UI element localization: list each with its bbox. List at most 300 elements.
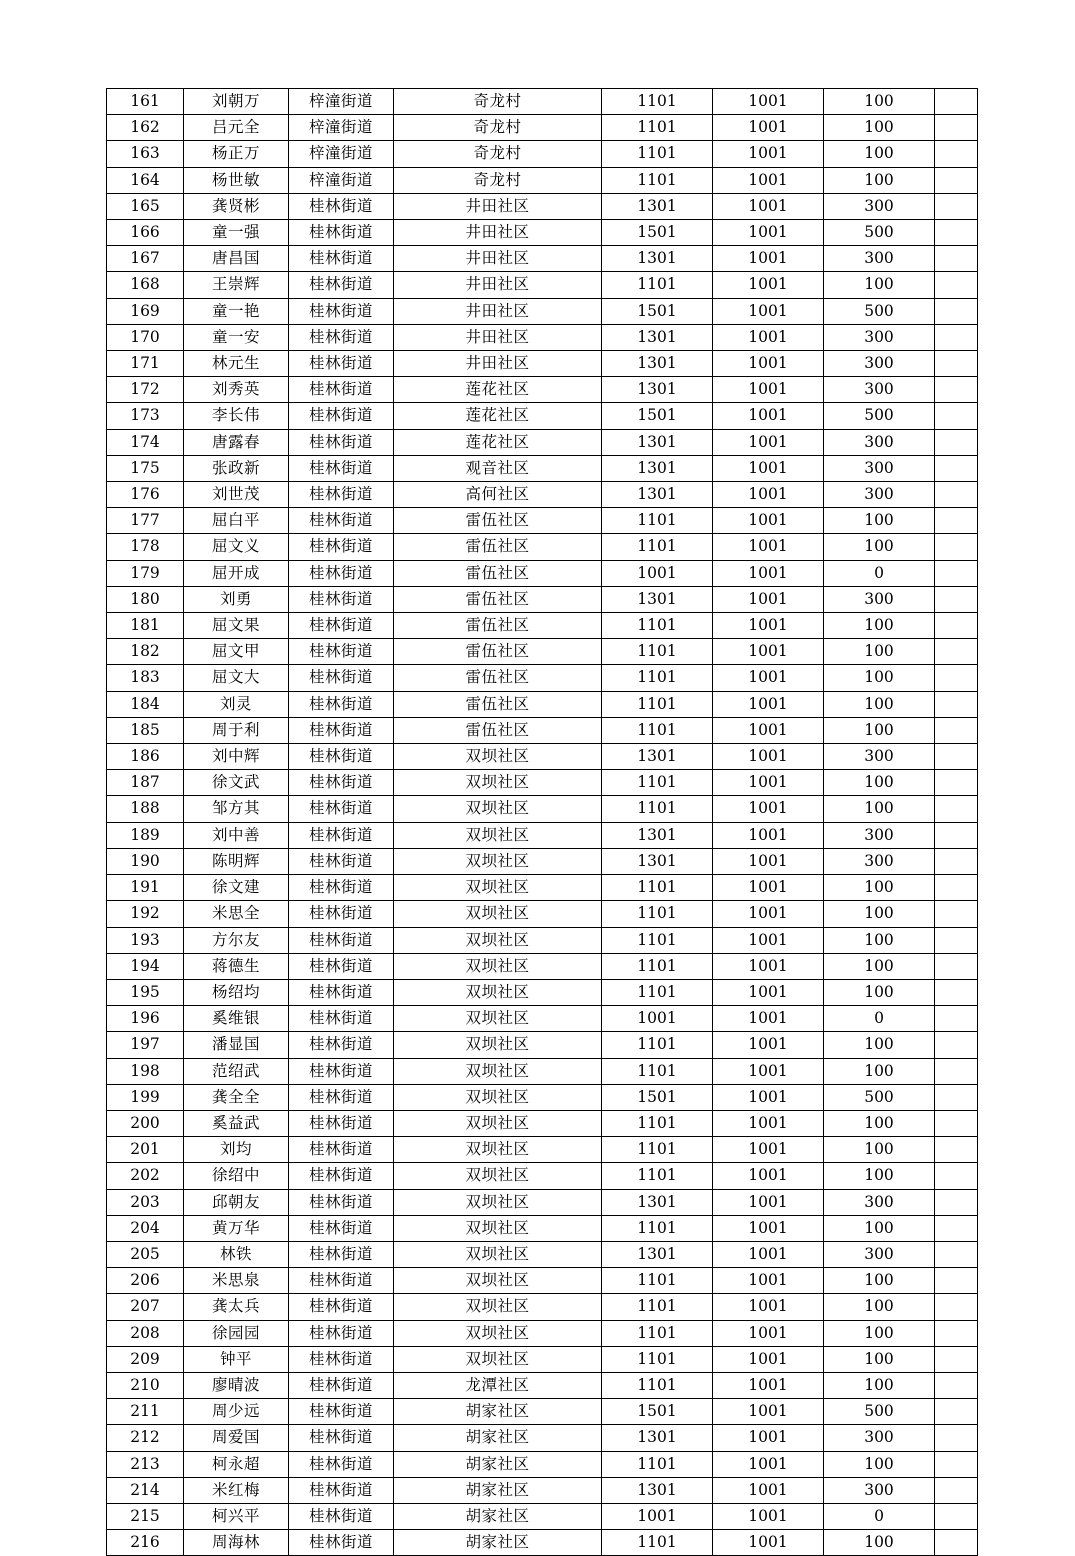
table-row	[107, 1477, 978, 1503]
cell-index: 184	[107, 691, 184, 717]
cell-village: 高何社区	[394, 482, 602, 508]
cell-name: 刘秀英	[184, 377, 289, 403]
cell-village: 井田社区	[394, 246, 602, 272]
cell-value-3: 100	[824, 665, 935, 691]
cell-town: 桂林街道	[289, 1346, 394, 1372]
cell-village: 双坝社区	[394, 901, 602, 927]
cell-value-2: 1001	[713, 901, 824, 927]
cell-village: 双坝社区	[394, 770, 602, 796]
cell-blank	[935, 1477, 978, 1503]
cell-value-1: 1101	[602, 1346, 713, 1372]
cell-village: 莲花社区	[394, 429, 602, 455]
cell-village: 井田社区	[394, 324, 602, 350]
cell-blank	[935, 875, 978, 901]
cell-village: 双坝社区	[394, 1215, 602, 1241]
cell-blank	[935, 220, 978, 246]
cell-value-1: 1101	[602, 1215, 713, 1241]
cell-value-1: 1101	[602, 508, 713, 534]
cell-index: 177	[107, 508, 184, 534]
cell-value-3: 100	[824, 1268, 935, 1294]
cell-value-3: 300	[824, 351, 935, 377]
cell-blank	[935, 115, 978, 141]
table-row	[107, 613, 978, 639]
cell-value-1: 1101	[602, 89, 713, 115]
cell-index: 163	[107, 141, 184, 167]
cell-value-2: 1001	[713, 1241, 824, 1267]
cell-value-2: 1001	[713, 979, 824, 1005]
cell-blank	[935, 1320, 978, 1346]
cell-town: 桂林街道	[289, 953, 394, 979]
cell-village: 井田社区	[394, 220, 602, 246]
cell-blank	[935, 796, 978, 822]
cell-name: 屈文甲	[184, 639, 289, 665]
cell-town: 桂林街道	[289, 665, 394, 691]
cell-town: 桂林街道	[289, 351, 394, 377]
cell-value-3: 300	[824, 455, 935, 481]
cell-index: 171	[107, 351, 184, 377]
cell-value-3: 100	[824, 1058, 935, 1084]
cell-value-1: 1301	[602, 1425, 713, 1451]
cell-value-3: 300	[824, 744, 935, 770]
cell-town: 梓潼街道	[289, 89, 394, 115]
cell-name: 屈白平	[184, 508, 289, 534]
table-row	[107, 1530, 978, 1556]
cell-town: 梓潼街道	[289, 115, 394, 141]
cell-blank	[935, 1425, 978, 1451]
cell-town: 桂林街道	[289, 1163, 394, 1189]
cell-index: 179	[107, 560, 184, 586]
cell-blank	[935, 927, 978, 953]
cell-value-2: 1001	[713, 822, 824, 848]
cell-blank	[935, 272, 978, 298]
cell-town: 桂林街道	[289, 1503, 394, 1529]
cell-name: 米思全	[184, 901, 289, 927]
cell-value-1: 1301	[602, 455, 713, 481]
cell-town: 梓潼街道	[289, 141, 394, 167]
cell-name: 廖晴波	[184, 1372, 289, 1398]
cell-index: 203	[107, 1189, 184, 1215]
cell-value-1: 1101	[602, 639, 713, 665]
table-row	[107, 403, 978, 429]
cell-value-1: 1101	[602, 613, 713, 639]
cell-value-3: 100	[824, 1451, 935, 1477]
cell-blank	[935, 193, 978, 219]
cell-value-3: 100	[824, 875, 935, 901]
cell-town: 桂林街道	[289, 1215, 394, 1241]
cell-value-2: 1001	[713, 1137, 824, 1163]
cell-value-2: 1001	[713, 665, 824, 691]
cell-value-2: 1001	[713, 560, 824, 586]
cell-blank	[935, 744, 978, 770]
table-row	[107, 1006, 978, 1032]
cell-value-2: 1001	[713, 1032, 824, 1058]
cell-value-2: 1001	[713, 1530, 824, 1556]
cell-value-2: 1001	[713, 115, 824, 141]
cell-town: 桂林街道	[289, 298, 394, 324]
cell-value-1: 1301	[602, 744, 713, 770]
cell-value-2: 1001	[713, 639, 824, 665]
cell-town: 桂林街道	[289, 1137, 394, 1163]
cell-town: 桂林街道	[289, 193, 394, 219]
cell-blank	[935, 770, 978, 796]
cell-value-2: 1001	[713, 796, 824, 822]
table-row	[107, 115, 978, 141]
cell-value-3: 300	[824, 193, 935, 219]
table-row	[107, 141, 978, 167]
table-row	[107, 586, 978, 612]
cell-value-2: 1001	[713, 1058, 824, 1084]
cell-value-1: 1501	[602, 1399, 713, 1425]
cell-town: 桂林街道	[289, 1451, 394, 1477]
cell-index: 213	[107, 1451, 184, 1477]
cell-value-1: 1101	[602, 717, 713, 743]
cell-village: 胡家社区	[394, 1399, 602, 1425]
cell-town: 桂林街道	[289, 875, 394, 901]
cell-village: 雷伍社区	[394, 665, 602, 691]
cell-town: 桂林街道	[289, 1320, 394, 1346]
cell-value-1: 1101	[602, 1294, 713, 1320]
cell-index: 191	[107, 875, 184, 901]
cell-index: 168	[107, 272, 184, 298]
cell-value-1: 1101	[602, 665, 713, 691]
cell-name: 张政新	[184, 455, 289, 481]
cell-value-3: 100	[824, 796, 935, 822]
cell-index: 165	[107, 193, 184, 219]
table-row	[107, 1215, 978, 1241]
cell-name: 刘世茂	[184, 482, 289, 508]
table-row	[107, 508, 978, 534]
cell-town: 桂林街道	[289, 770, 394, 796]
cell-value-1: 1101	[602, 1320, 713, 1346]
cell-value-3: 300	[824, 377, 935, 403]
table-row	[107, 1503, 978, 1529]
cell-value-3: 100	[824, 1372, 935, 1398]
cell-village: 龙潭社区	[394, 1372, 602, 1398]
cell-index: 192	[107, 901, 184, 927]
table-row	[107, 1110, 978, 1136]
cell-value-1: 1101	[602, 953, 713, 979]
cell-name: 李长伟	[184, 403, 289, 429]
cell-value-3: 500	[824, 1084, 935, 1110]
table-row	[107, 717, 978, 743]
cell-value-2: 1001	[713, 848, 824, 874]
cell-value-2: 1001	[713, 875, 824, 901]
cell-village: 双坝社区	[394, 1084, 602, 1110]
cell-value-2: 1001	[713, 1503, 824, 1529]
cell-value-1: 1301	[602, 1477, 713, 1503]
cell-village: 双坝社区	[394, 1006, 602, 1032]
cell-town: 桂林街道	[289, 691, 394, 717]
cell-index: 183	[107, 665, 184, 691]
cell-town: 桂林街道	[289, 1372, 394, 1398]
table-row	[107, 927, 978, 953]
cell-blank	[935, 1372, 978, 1398]
cell-blank	[935, 298, 978, 324]
cell-value-1: 1301	[602, 822, 713, 848]
cell-village: 胡家社区	[394, 1451, 602, 1477]
cell-value-1: 1101	[602, 1163, 713, 1189]
cell-town: 桂林街道	[289, 220, 394, 246]
cell-blank	[935, 1346, 978, 1372]
cell-value-2: 1001	[713, 1294, 824, 1320]
cell-name: 杨绍均	[184, 979, 289, 1005]
cell-town: 桂林街道	[289, 246, 394, 272]
cell-village: 井田社区	[394, 272, 602, 298]
cell-village: 雷伍社区	[394, 639, 602, 665]
cell-index: 185	[107, 717, 184, 743]
cell-town: 桂林街道	[289, 377, 394, 403]
cell-index: 166	[107, 220, 184, 246]
cell-name: 方尔友	[184, 927, 289, 953]
cell-index: 196	[107, 1006, 184, 1032]
cell-value-3: 0	[824, 1503, 935, 1529]
cell-blank	[935, 1503, 978, 1529]
cell-blank	[935, 141, 978, 167]
cell-value-2: 1001	[713, 351, 824, 377]
cell-town: 桂林街道	[289, 927, 394, 953]
cell-village: 双坝社区	[394, 1032, 602, 1058]
cell-name: 屈开成	[184, 560, 289, 586]
cell-value-3: 100	[824, 1215, 935, 1241]
cell-blank	[935, 639, 978, 665]
cell-blank	[935, 979, 978, 1005]
cell-village: 井田社区	[394, 298, 602, 324]
cell-blank	[935, 586, 978, 612]
cell-value-3: 0	[824, 1006, 935, 1032]
cell-value-1: 1101	[602, 927, 713, 953]
table-row	[107, 246, 978, 272]
cell-name: 林铁	[184, 1241, 289, 1267]
cell-name: 蒋德生	[184, 953, 289, 979]
cell-town: 桂林街道	[289, 1294, 394, 1320]
cell-name: 童一安	[184, 324, 289, 350]
cell-value-1: 1301	[602, 246, 713, 272]
cell-value-2: 1001	[713, 429, 824, 455]
cell-value-2: 1001	[713, 508, 824, 534]
cell-town: 桂林街道	[289, 560, 394, 586]
cell-value-3: 100	[824, 1137, 935, 1163]
cell-index: 193	[107, 927, 184, 953]
cell-name: 陈明辉	[184, 848, 289, 874]
cell-blank	[935, 1215, 978, 1241]
table-row	[107, 691, 978, 717]
cell-name: 钟平	[184, 1346, 289, 1372]
cell-blank	[935, 89, 978, 115]
cell-value-1: 1501	[602, 298, 713, 324]
cell-value-1: 1101	[602, 770, 713, 796]
cell-town: 桂林街道	[289, 1084, 394, 1110]
cell-town: 桂林街道	[289, 1530, 394, 1556]
cell-village: 观音社区	[394, 455, 602, 481]
cell-name: 唐露春	[184, 429, 289, 455]
cell-value-2: 1001	[713, 1163, 824, 1189]
cell-value-2: 1001	[713, 1215, 824, 1241]
cell-village: 双坝社区	[394, 1320, 602, 1346]
cell-blank	[935, 482, 978, 508]
cell-value-2: 1001	[713, 586, 824, 612]
cell-town: 桂林街道	[289, 901, 394, 927]
cell-name: 邱朝友	[184, 1189, 289, 1215]
cell-name: 黄万华	[184, 1215, 289, 1241]
cell-value-3: 100	[824, 901, 935, 927]
cell-blank	[935, 455, 978, 481]
cell-index: 175	[107, 455, 184, 481]
cell-name: 徐文建	[184, 875, 289, 901]
cell-value-1: 1301	[602, 586, 713, 612]
cell-name: 周海林	[184, 1530, 289, 1556]
cell-town: 桂林街道	[289, 324, 394, 350]
cell-value-1: 1101	[602, 796, 713, 822]
cell-town: 桂林街道	[289, 848, 394, 874]
cell-value-3: 100	[824, 927, 935, 953]
cell-value-2: 1001	[713, 927, 824, 953]
cell-value-3: 100	[824, 167, 935, 193]
cell-value-3: 500	[824, 1399, 935, 1425]
cell-name: 龚贤彬	[184, 193, 289, 219]
table-row	[107, 822, 978, 848]
cell-name: 童一艳	[184, 298, 289, 324]
cell-value-3: 100	[824, 770, 935, 796]
cell-name: 徐园园	[184, 1320, 289, 1346]
cell-village: 雷伍社区	[394, 691, 602, 717]
table-row	[107, 1163, 978, 1189]
cell-village: 双坝社区	[394, 744, 602, 770]
cell-blank	[935, 429, 978, 455]
table-body	[107, 89, 978, 1556]
cell-blank	[935, 1399, 978, 1425]
cell-blank	[935, 351, 978, 377]
cell-value-1: 1101	[602, 272, 713, 298]
cell-value-3: 100	[824, 1032, 935, 1058]
cell-index: 207	[107, 1294, 184, 1320]
cell-value-3: 300	[824, 482, 935, 508]
table-row	[107, 220, 978, 246]
cell-name: 奚维银	[184, 1006, 289, 1032]
cell-index: 206	[107, 1268, 184, 1294]
cell-value-3: 0	[824, 560, 935, 586]
cell-value-1: 1101	[602, 141, 713, 167]
cell-name: 屈文义	[184, 534, 289, 560]
table-row	[107, 351, 978, 377]
cell-value-1: 1101	[602, 875, 713, 901]
cell-town: 桂林街道	[289, 1268, 394, 1294]
cell-index: 214	[107, 1477, 184, 1503]
cell-name: 刘中辉	[184, 744, 289, 770]
cell-blank	[935, 508, 978, 534]
table-row	[107, 1451, 978, 1477]
cell-value-3: 100	[824, 272, 935, 298]
cell-name: 龚全全	[184, 1084, 289, 1110]
cell-town: 桂林街道	[289, 717, 394, 743]
cell-town: 桂林街道	[289, 822, 394, 848]
cell-blank	[935, 246, 978, 272]
cell-value-1: 1001	[602, 560, 713, 586]
cell-value-3: 100	[824, 1346, 935, 1372]
cell-town: 桂林街道	[289, 455, 394, 481]
cell-index: 198	[107, 1058, 184, 1084]
table-row	[107, 979, 978, 1005]
cell-village: 双坝社区	[394, 1163, 602, 1189]
cell-town: 桂林街道	[289, 1425, 394, 1451]
cell-index: 169	[107, 298, 184, 324]
cell-value-3: 100	[824, 508, 935, 534]
cell-name: 徐文武	[184, 770, 289, 796]
cell-value-3: 300	[824, 246, 935, 272]
cell-value-3: 300	[824, 822, 935, 848]
cell-value-2: 1001	[713, 377, 824, 403]
cell-town: 桂林街道	[289, 1058, 394, 1084]
cell-value-3: 100	[824, 979, 935, 1005]
cell-value-2: 1001	[713, 744, 824, 770]
cell-blank	[935, 822, 978, 848]
cell-value-1: 1101	[602, 1137, 713, 1163]
cell-blank	[935, 1241, 978, 1267]
cell-village: 双坝社区	[394, 1346, 602, 1372]
cell-value-1: 1301	[602, 429, 713, 455]
cell-value-3: 500	[824, 403, 935, 429]
cell-value-3: 100	[824, 115, 935, 141]
cell-index: 200	[107, 1110, 184, 1136]
cell-value-1: 1101	[602, 1372, 713, 1398]
cell-blank	[935, 403, 978, 429]
cell-index: 182	[107, 639, 184, 665]
cell-index: 199	[107, 1084, 184, 1110]
cell-value-3: 100	[824, 141, 935, 167]
cell-blank	[935, 953, 978, 979]
cell-value-2: 1001	[713, 1320, 824, 1346]
cell-value-2: 1001	[713, 141, 824, 167]
table-row	[107, 1346, 978, 1372]
cell-index: 174	[107, 429, 184, 455]
cell-index: 211	[107, 1399, 184, 1425]
cell-value-1: 1301	[602, 377, 713, 403]
cell-village: 雷伍社区	[394, 560, 602, 586]
table-row	[107, 1294, 978, 1320]
table-row	[107, 1032, 978, 1058]
cell-name: 刘勇	[184, 586, 289, 612]
cell-value-2: 1001	[713, 717, 824, 743]
cell-value-2: 1001	[713, 1477, 824, 1503]
cell-value-2: 1001	[713, 1189, 824, 1215]
cell-value-2: 1001	[713, 89, 824, 115]
cell-town: 桂林街道	[289, 272, 394, 298]
cell-town: 桂林街道	[289, 1110, 394, 1136]
cell-index: 188	[107, 796, 184, 822]
cell-name: 刘中善	[184, 822, 289, 848]
cell-blank	[935, 1110, 978, 1136]
cell-value-2: 1001	[713, 1110, 824, 1136]
cell-name: 屈文大	[184, 665, 289, 691]
cell-value-2: 1001	[713, 1425, 824, 1451]
cell-index: 170	[107, 324, 184, 350]
cell-name: 唐昌国	[184, 246, 289, 272]
cell-value-3: 100	[824, 89, 935, 115]
cell-value-1: 1101	[602, 1058, 713, 1084]
cell-index: 187	[107, 770, 184, 796]
cell-value-3: 100	[824, 639, 935, 665]
cell-index: 210	[107, 1372, 184, 1398]
table-row	[107, 1058, 978, 1084]
table-row	[107, 848, 978, 874]
cell-name: 周爱国	[184, 1425, 289, 1451]
cell-village: 双坝社区	[394, 979, 602, 1005]
cell-name: 邹方其	[184, 796, 289, 822]
table-row	[107, 796, 978, 822]
cell-value-3: 100	[824, 1320, 935, 1346]
cell-value-3: 300	[824, 848, 935, 874]
cell-name: 范绍武	[184, 1058, 289, 1084]
cell-value-2: 1001	[713, 403, 824, 429]
